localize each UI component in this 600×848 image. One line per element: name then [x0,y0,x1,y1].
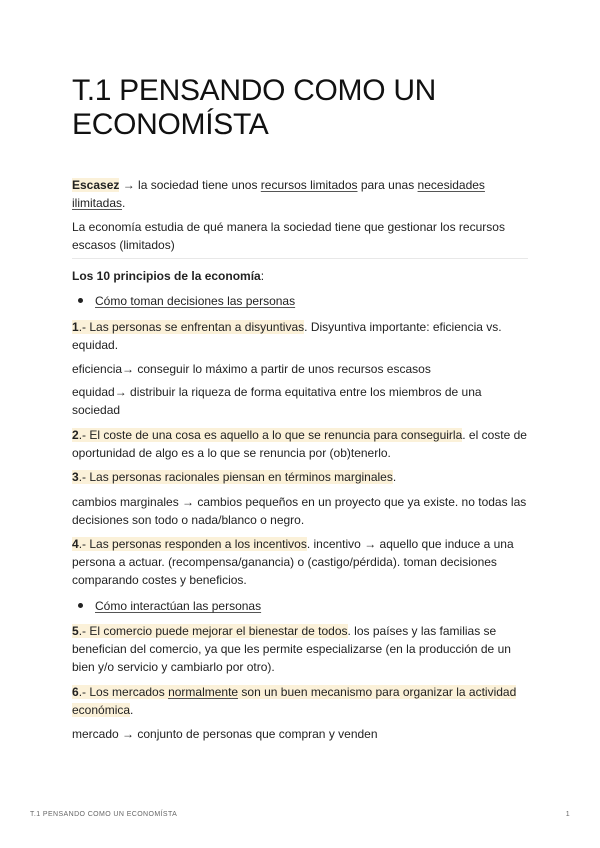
principle-4 [72,535,528,589]
principle-4-rest: . incentivo → aquello que induce a una persona a actuar. (recompensa/ganancia) o (castigo/pérdida). toman decisiones comparando costes y beneficios. [72,537,514,587]
cambios-paragraph: cambios marginales → cambios pequeños en un proyecto que ya existe. no todas las decisiones son todo o nada/blanco o negro. [72,495,527,527]
principle-6-highlight-b: son un buen mecanismo para organizar la actividad económica [72,685,517,717]
escasez-term: Escasez [72,178,120,192]
principle-1-highlight: .- Las personas se enfrentan a disyuntivas [78,320,305,334]
principle-2-highlight: .- El coste de una cosa es aquello a lo que se renuncia para conseguirla [78,428,463,442]
principle-3 [72,468,528,486]
principle-5-rest: . los países y las familias se benefician del comercio, ya que les permite especializarse (en la producción de un bien y/o servicio y cambiarlo por otro). [72,624,511,674]
page-title: T.1 PENSANDO COMO UN ECONOMÍSTA [72,74,437,141]
escasez-text-2: para unas [357,178,418,192]
eficiencia-paragraph: eficiencia→ conseguir lo máximo a partir de unos recursos escasos [72,362,431,376]
equidad-paragraph: equidad→ distribuir la riqueza de forma equitativa entre los miembros de una sociedad [72,385,482,417]
section-divider [72,258,528,259]
necesidades-ilimitadas: necesidades ilimitadas [72,178,485,210]
page-footer [30,811,570,818]
principle-6-number: 6 [72,685,79,699]
principle-1 [72,318,528,354]
escasez-text-1: → la sociedad tiene unos [119,178,261,192]
principle-5 [72,622,528,676]
intro-paragraph: La economía estudia de qué manera la sociedad tiene que gestionar los recursos escasos (limitados) [72,220,505,252]
principle-2-rest: . el coste de oportunidad de algo es a lo que se renuncia por (ob)tenerlo. [72,428,527,460]
principle-3-number: 3 [72,470,79,484]
principle-6-rest: . [130,703,134,717]
escasez-text-3: . [122,196,126,210]
section-interactuan: Cómo interactúan las personas [95,599,262,613]
recursos-limitados: recursos limitados [260,178,358,192]
principios-heading [72,267,528,285]
principle-6 [72,683,528,719]
principle-1-rest: . Disyuntiva importante: eficiencia vs. equidad. [72,320,502,352]
principle-6-highlight-a: .- Los mercados [78,685,169,699]
principle-5-highlight: .- El comercio puede mejorar el bienestar de todos [78,624,348,638]
bullet-2 [78,603,83,608]
principle-6-normalmente: normalmente [168,685,239,699]
footer-title: T.1 PENSANDO COMO UN ECONOMÍSTA [30,811,178,818]
mercado-paragraph: mercado → conjunto de personas que compran y venden [72,727,378,741]
principle-4-number: 4 [72,537,79,551]
principle-4-highlight: .- Las personas responden a los incentivos [78,537,307,551]
principios-heading-text: Los 10 principios de la economía [72,269,261,283]
page-number: 1 [565,811,570,818]
principios-colon: : [260,269,265,283]
section-toman-decisiones: Cómo toman decisiones las personas [95,294,296,308]
escasez-paragraph [72,176,528,212]
principle-3-rest: . [392,470,397,484]
principle-1-number: 1 [72,320,79,334]
principle-3-highlight: .- Las personas racionales piensan en términos marginales [78,470,393,484]
principle-5-number: 5 [72,624,79,638]
principle-2-number: 2 [72,428,79,442]
principle-2 [72,426,528,462]
bullet-1 [78,298,83,303]
